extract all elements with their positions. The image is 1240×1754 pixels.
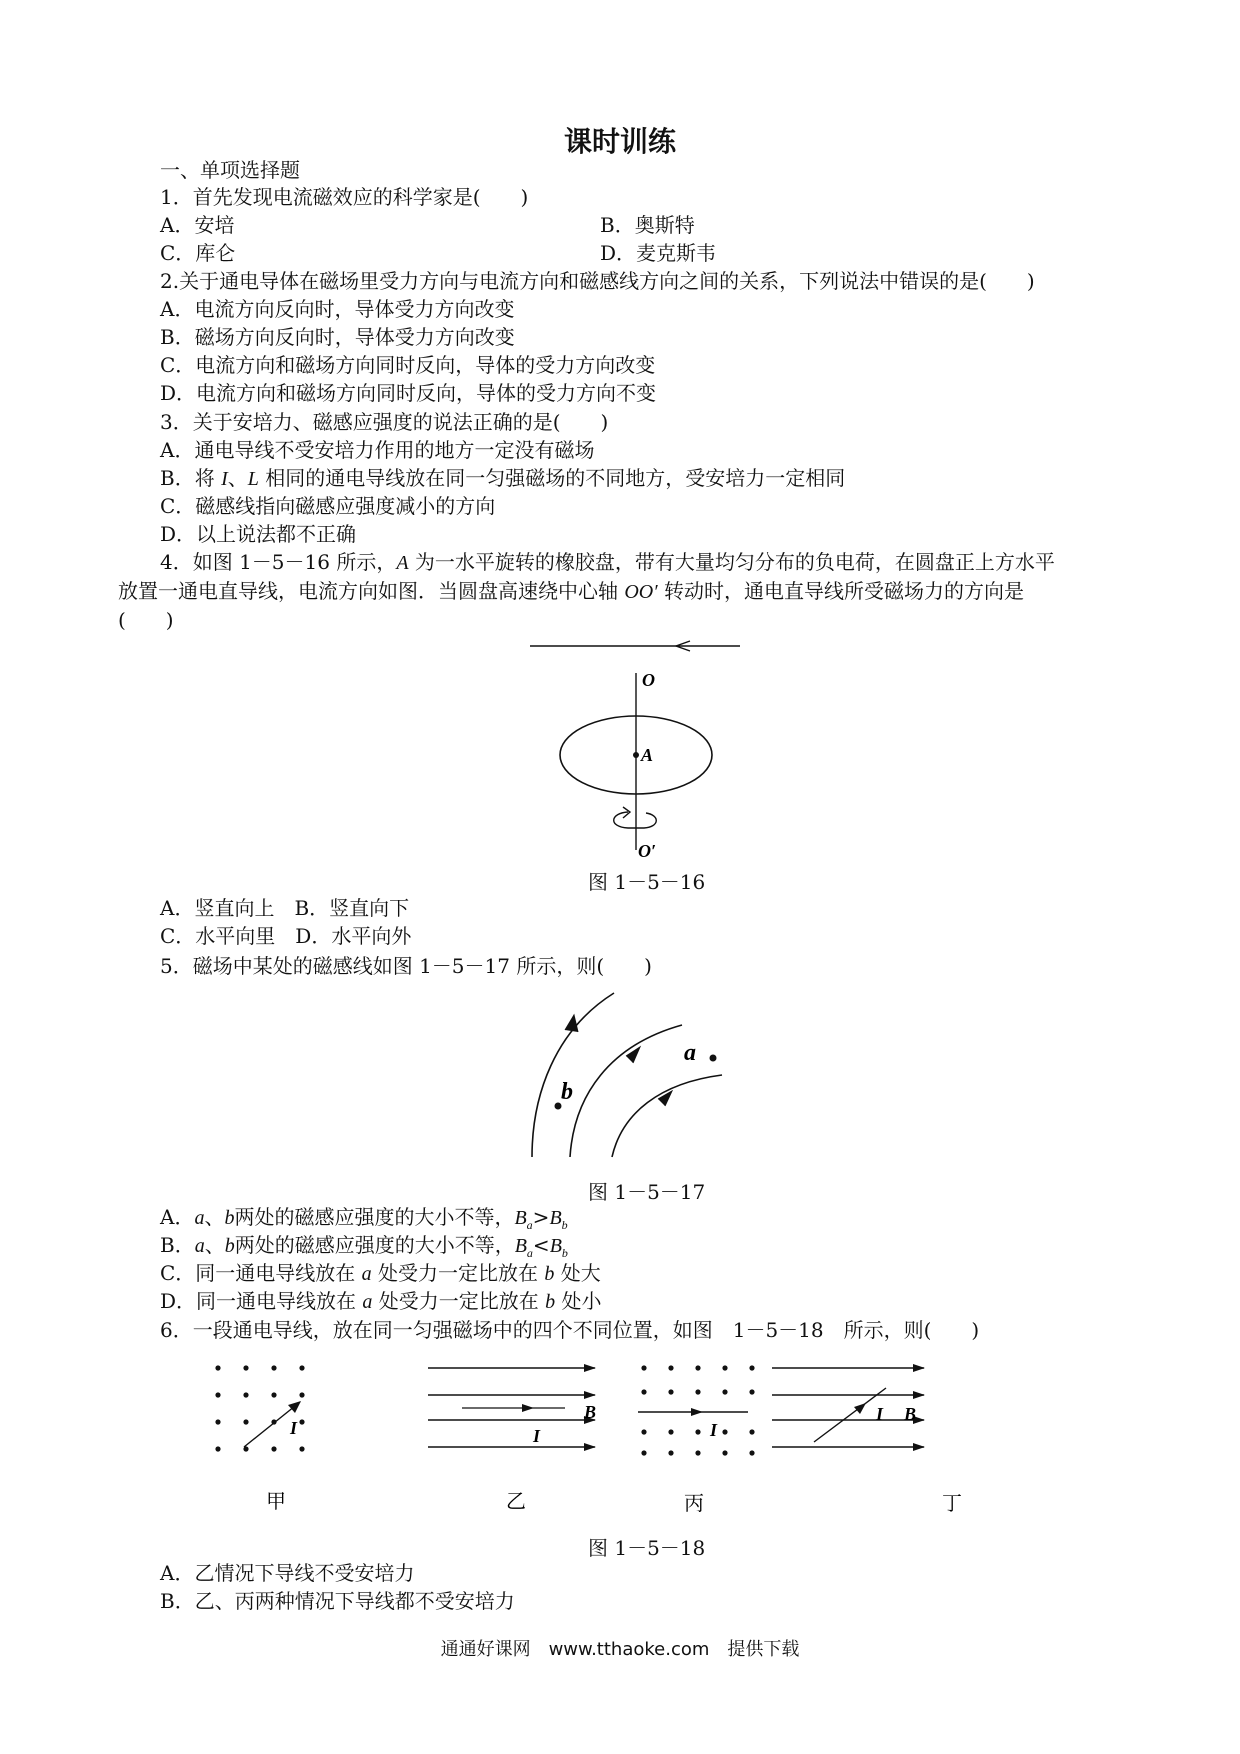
wire-yi-arrow xyxy=(522,1404,534,1412)
jia-field-dot xyxy=(299,1419,304,1424)
q1-option-b: B．奥斯特 xyxy=(600,213,695,237)
bing-field-dot xyxy=(695,1365,700,1370)
bing-field-dot xyxy=(668,1365,673,1370)
jia-field-dot xyxy=(215,1419,220,1424)
q1-option-a: A．安培 xyxy=(160,213,235,237)
bing-field-dot xyxy=(641,1450,646,1455)
q5-a-sub-a: a xyxy=(526,1218,533,1232)
jia-field-dot xyxy=(271,1365,276,1370)
bing-field-dot xyxy=(722,1365,727,1370)
q5-c-var-a: a xyxy=(361,1263,372,1285)
bing-field-dot xyxy=(668,1389,673,1394)
jia-field-dot xyxy=(215,1446,220,1451)
sublabel-ding: 丁 xyxy=(942,1491,962,1515)
page-title: 课时训练 xyxy=(563,125,676,158)
wire-ding-arrow xyxy=(854,1403,866,1414)
q5-b-prefix: B． xyxy=(160,1233,195,1257)
q3-option-a: A．通电导线不受安培力作用的地方一定没有磁场 xyxy=(160,438,595,462)
q1-option-d: D．麦克斯韦 xyxy=(600,241,717,265)
q4-stem-line1 xyxy=(160,549,1055,576)
bing-field-dot xyxy=(722,1450,727,1455)
label-i-yi: I xyxy=(533,1426,541,1446)
q5-a-prefix: A． xyxy=(160,1205,195,1229)
q1-stem: 1．首先发现电流磁效应的科学家是( ) xyxy=(160,185,529,209)
sublabel-yi: 乙 xyxy=(506,1489,526,1513)
label-a: a xyxy=(684,1040,696,1066)
q3-b-var-l: L xyxy=(247,468,259,490)
bing-field-dot xyxy=(641,1389,646,1394)
q6-stem: 6．一段通电导线，放在同一匀强磁场中的四个不同位置，如图 1－5－18 所示，则( ) xyxy=(160,1318,980,1342)
q5-option-c xyxy=(160,1260,601,1287)
jia-field-dot xyxy=(271,1446,276,1451)
q5-a-text: 两处的磁感应强度的大小不等， xyxy=(234,1205,515,1229)
q5-d-mid: 处受力一定比放在 xyxy=(372,1289,546,1313)
q4-stem1-suffix: 为一水平旋转的橡胶盘，带有大量均匀分布的负电荷，在圆盘正上方水平 xyxy=(408,550,1055,574)
bing-field-dot xyxy=(722,1389,727,1394)
q3-b-suffix: 相同的通电导线放在同一匀强磁场的不同地方，受安培力一定相同 xyxy=(258,466,846,490)
q1-options-row2 xyxy=(160,240,717,266)
label-o: O xyxy=(642,670,655,690)
bing-field-dot xyxy=(668,1429,673,1434)
q4-stem2-axis: OO′ xyxy=(624,581,658,603)
q5-a-b1: B xyxy=(514,1207,527,1229)
bing-field-dot xyxy=(749,1389,754,1394)
jia-field-dot xyxy=(299,1365,304,1370)
q5-c-var-b: b xyxy=(544,1263,555,1285)
q5-b-text: 两处的磁感应强度的大小不等， xyxy=(234,1233,515,1257)
rotation-arrow xyxy=(614,812,657,828)
field-arrow-1 xyxy=(565,1015,578,1032)
label-b-ding: B xyxy=(904,1404,917,1424)
q5-a-var-a: a xyxy=(194,1207,205,1229)
q5-c-mid: 处受力一定比放在 xyxy=(371,1261,545,1285)
q5-b-b2: B xyxy=(549,1235,562,1257)
q2-option-c: C．电流方向和磁场方向同时反向，导体的受力方向改变 xyxy=(160,353,656,377)
q5-d-var-b: b xyxy=(545,1291,556,1313)
point-a xyxy=(710,1055,717,1062)
q5-b-var-a: a xyxy=(194,1235,205,1257)
q5-c-prefix: C．同一通电导线放在 xyxy=(160,1261,362,1285)
q5-b-sub-b: b xyxy=(561,1246,568,1260)
q3-option-d: D．以上说法都不正确 xyxy=(160,522,357,546)
q2-stem: 2.关于通电导体在磁场里受力方向与电流方向和磁感线方向之间的关系，下列说法中错误的是( ) xyxy=(160,269,1035,293)
figure-1-5-18-caption: 图 1－5－18 xyxy=(588,1536,706,1560)
jia-field-dot xyxy=(299,1446,304,1451)
bing-field-dot xyxy=(668,1450,673,1455)
wire-jia-arrow xyxy=(288,1401,301,1413)
label-b: b xyxy=(561,1079,573,1105)
jia-field-dot xyxy=(243,1365,248,1370)
q5-a-gt: > xyxy=(532,1205,550,1229)
bing-field-dot xyxy=(749,1365,754,1370)
jia-field-dot xyxy=(271,1392,276,1397)
q6-option-b: B．乙、丙两种情况下导线都不受安培力 xyxy=(160,1589,515,1613)
figure-1-5-17-caption: 图 1－5－17 xyxy=(588,1180,706,1204)
q5-stem: 5．磁场中某处的磁感线如图 1－5－17 所示，则( ) xyxy=(160,954,652,978)
q5-a-b2: B xyxy=(549,1207,562,1229)
q5-b-sub-a: a xyxy=(526,1246,533,1260)
label-i-bing: I xyxy=(710,1420,718,1440)
q4-options-row2: C．水平向里 D．水平向外 xyxy=(160,924,412,948)
bing-field-dot xyxy=(695,1450,700,1455)
wire-bing-arrow xyxy=(691,1408,703,1416)
field-arrow-3 xyxy=(658,1091,672,1106)
q5-c-suffix: 处大 xyxy=(554,1261,601,1285)
q5-a-var-b: b xyxy=(224,1207,235,1229)
q4-stem2-prefix: 放置一通电直导线，电流方向如图．当圆盘高速绕中心轴 xyxy=(118,579,625,603)
q6-option-a: A．乙情况下导线不受安培力 xyxy=(160,1561,415,1585)
figure-1-5-16-caption: 图 1－5－16 xyxy=(588,870,706,894)
jia-field-dot xyxy=(299,1392,304,1397)
label-o-prime: O′ xyxy=(638,841,657,861)
field-line-3 xyxy=(612,1075,722,1157)
q5-b-var-b: b xyxy=(224,1235,235,1257)
q3-b-sep: 、 xyxy=(227,466,248,490)
bing-field-dot xyxy=(641,1429,646,1434)
figure-1-5-18 xyxy=(200,1350,1050,1525)
q5-b-b1: B xyxy=(514,1235,527,1257)
q3-option-c: C．磁感线指向磁感应强度减小的方向 xyxy=(160,494,496,518)
jia-field-dot xyxy=(215,1365,220,1370)
q5-b-lt: < xyxy=(532,1233,550,1257)
q2-option-d: D．电流方向和磁场方向同时反向，导体的受力方向不变 xyxy=(160,381,657,405)
q4-stem-line2 xyxy=(118,578,1024,605)
footer: 通通好课网 www.tthaoke.com 提供下载 xyxy=(440,1639,800,1660)
bing-field-dot xyxy=(722,1429,727,1434)
label-b-yi: B xyxy=(584,1402,597,1422)
disc-center-dot xyxy=(633,752,639,758)
figure-1-5-17 xyxy=(520,985,760,1160)
bing-field-dot xyxy=(695,1389,700,1394)
bing-field-dot xyxy=(749,1429,754,1434)
label-i-ding: I xyxy=(876,1404,884,1424)
bing-field-dot xyxy=(695,1429,700,1434)
q2-option-b: B．磁场方向反向时，导体受力方向改变 xyxy=(160,325,515,349)
jia-field-dot xyxy=(243,1392,248,1397)
jia-field-dot xyxy=(215,1392,220,1397)
sublabel-bing: 丙 xyxy=(684,1491,704,1515)
q4-options-row1: A．竖直向上 B．竖直向下 xyxy=(160,896,410,920)
bing-field-dot xyxy=(641,1365,646,1370)
sublabel-jia: 甲 xyxy=(266,1489,286,1513)
q3-b-prefix: B．将 xyxy=(160,466,222,490)
q1-options-row1 xyxy=(160,212,695,238)
q2-option-a: A．电流方向反向时，导体受力方向改变 xyxy=(160,297,515,321)
q5-d-suffix: 处小 xyxy=(555,1289,602,1313)
bing-field-dot xyxy=(749,1450,754,1455)
q4-stem-line3: ( ) xyxy=(118,608,174,632)
q5-a-sub-b: b xyxy=(561,1218,568,1232)
q4-stem1-prefix: 4．如图 1－5－16 所示， xyxy=(160,550,397,574)
label-a: A xyxy=(641,745,654,765)
q5-option-d xyxy=(160,1288,601,1315)
q5-b-sep: 、 xyxy=(204,1233,225,1257)
q3-stem: 3．关于安培力、磁感应强度的说法正确的是( ) xyxy=(160,410,609,434)
q4-stem2-suffix: 转动时，通电直导线所受磁场力的方向是 xyxy=(657,579,1024,603)
q4-stem1-var: A xyxy=(396,552,409,574)
label-i-jia: I xyxy=(290,1418,298,1438)
figure-1-5-16 xyxy=(520,635,760,865)
section-heading: 一、单项选择题 xyxy=(160,158,300,182)
q5-a-sep: 、 xyxy=(204,1205,225,1229)
q1-option-c: C．库仑 xyxy=(160,241,236,265)
q3-option-b xyxy=(160,465,845,492)
q5-d-prefix: D．同一通电导线放在 xyxy=(160,1289,363,1313)
q5-d-var-a: a xyxy=(362,1291,373,1313)
q3-b-var-i: I xyxy=(221,468,228,490)
jia-field-dot xyxy=(243,1419,248,1424)
